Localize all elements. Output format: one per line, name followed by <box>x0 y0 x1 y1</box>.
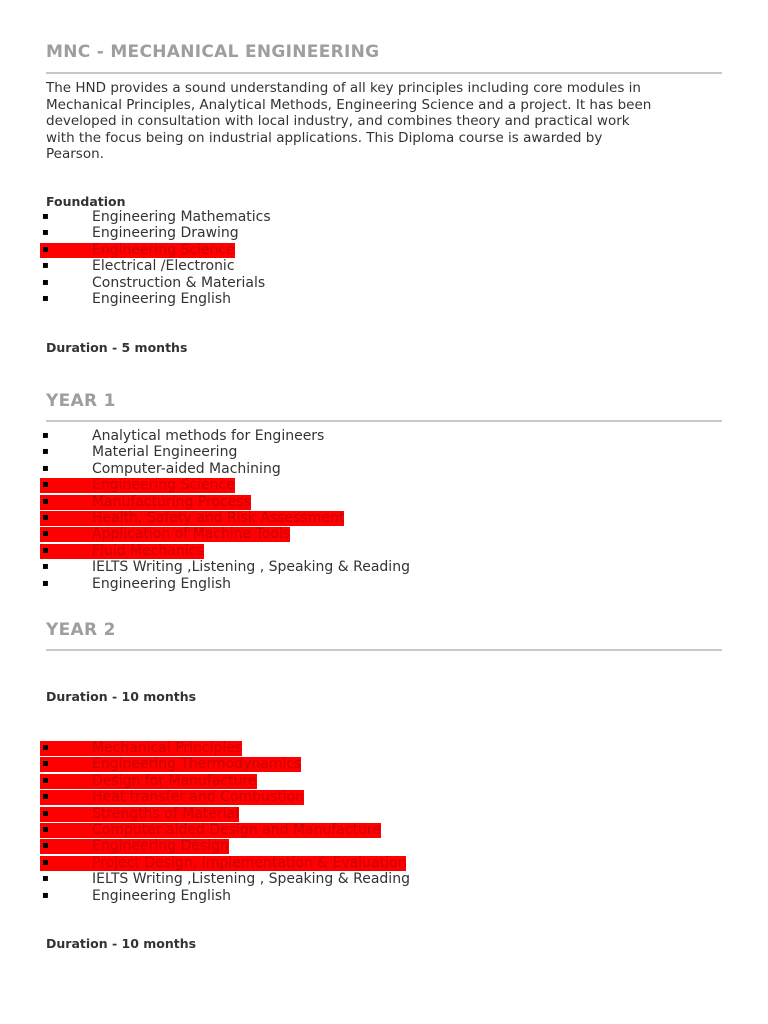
list-item-text: Engineering English <box>92 575 232 592</box>
bullet-icon: ▪ <box>42 495 49 507</box>
intro-line: Pearson. <box>46 146 104 162</box>
list-item-text: Manufacturing Process <box>92 493 251 510</box>
foundation-label: Foundation <box>46 194 126 209</box>
year1-divider <box>46 420 722 422</box>
list-item-text: Fluid Mechanics <box>92 542 204 559</box>
bullet-icon: ▪ <box>42 873 49 885</box>
list-item-text: IELTS Writing ,Listening , Speaking & Reading <box>92 559 410 576</box>
bullet-icon: ▪ <box>42 742 49 753</box>
bullet-icon: ▪ <box>42 276 49 288</box>
bullet-icon: ▪ <box>42 577 49 589</box>
bullet-icon: ▪ <box>42 856 49 868</box>
list-item-text: Heat transfer and Combustion <box>92 789 305 806</box>
bullet-icon: ▪ <box>42 243 49 255</box>
list-item-text: Application of Machine Tools <box>92 526 291 543</box>
list-item-text: Engineering Thermodynamics <box>92 756 302 773</box>
bullet-icon: ▪ <box>42 840 49 852</box>
bullet-icon: ▪ <box>42 462 49 474</box>
list-item-text: Engineering English <box>92 290 232 307</box>
list-item-text: Mechanical Principles <box>92 740 243 756</box>
bullet-icon: ▪ <box>42 479 49 491</box>
list-item-text: Analytical methods for Engineers <box>92 428 325 444</box>
list-item-text: Computer aided Design and Manufacture <box>92 821 381 838</box>
bullet-icon: ▪ <box>42 561 49 573</box>
bullet-icon: ▪ <box>42 791 49 803</box>
year2-heading: YEAR 2 <box>46 620 116 640</box>
title-divider <box>46 72 722 74</box>
year2-divider <box>46 649 722 651</box>
bullet-icon: ▪ <box>42 544 49 556</box>
list-item-text: Health, Safety and Risk Assessment <box>92 509 345 526</box>
list-item-text: Engineering Drawing <box>92 225 239 242</box>
intro-line: with the focus being on industrial applications. This Diploma course is awarded by <box>46 129 603 146</box>
list-item-text: Design for Manufacture <box>92 772 257 789</box>
bullet-icon: ▪ <box>42 807 49 819</box>
bullet-icon: ▪ <box>42 446 49 458</box>
bullet-icon: ▪ <box>42 528 49 540</box>
page-title: MNC - MECHANICAL ENGINEERING <box>46 42 380 62</box>
intro-line: developed in consultation with local industry, and combines theory and practical work <box>46 113 630 129</box>
list-item-text: Engineering Mathematics <box>92 209 271 225</box>
year2-duration-bottom: Duration - 10 months <box>46 936 197 951</box>
list-item-text: Computer-aided Machining <box>92 460 281 477</box>
bullet-icon: ▪ <box>42 889 49 901</box>
bullet-icon: ▪ <box>42 758 49 770</box>
list-item-text: Strengths of Material <box>92 805 240 822</box>
bullet-icon: ▪ <box>42 511 49 523</box>
foundation-duration: Duration - 5 months <box>46 340 188 355</box>
list-item-text: Engineering English <box>92 887 232 904</box>
intro-line: The HND provides a sound understanding of all key principles including core modules in <box>46 80 641 96</box>
bullet-icon: ▪ <box>42 430 49 441</box>
list-item-text: Engineering Science <box>92 241 235 258</box>
list-item-text: Material Engineering <box>92 444 238 461</box>
list-item-text: IELTS Writing ,Listening , Speaking & Reading <box>92 871 410 888</box>
bullet-icon: ▪ <box>42 292 49 304</box>
bullet-icon: ▪ <box>42 227 49 239</box>
year2-duration-top: Duration - 10 months <box>46 689 197 704</box>
list-item-text: Engineering Science <box>92 477 235 494</box>
list-item-text: Construction & Materials <box>92 274 266 291</box>
intro-line: Mechanical Principles, Analytical Methods, Engineering Science and a project. It has been <box>46 96 652 113</box>
bullet-icon: ▪ <box>42 211 49 222</box>
list-item-text: Project Design, Implementation & Evaluation <box>92 854 407 871</box>
intro-paragraph <box>46 80 722 163</box>
year1-heading: YEAR 1 <box>46 391 116 411</box>
bullet-icon: ▪ <box>42 774 49 786</box>
list-item-text: Electrical /Electronic <box>92 258 235 275</box>
bullet-icon: ▪ <box>42 260 49 272</box>
bullet-icon: ▪ <box>42 823 49 835</box>
list-item-text: Engineering Design <box>92 838 229 855</box>
